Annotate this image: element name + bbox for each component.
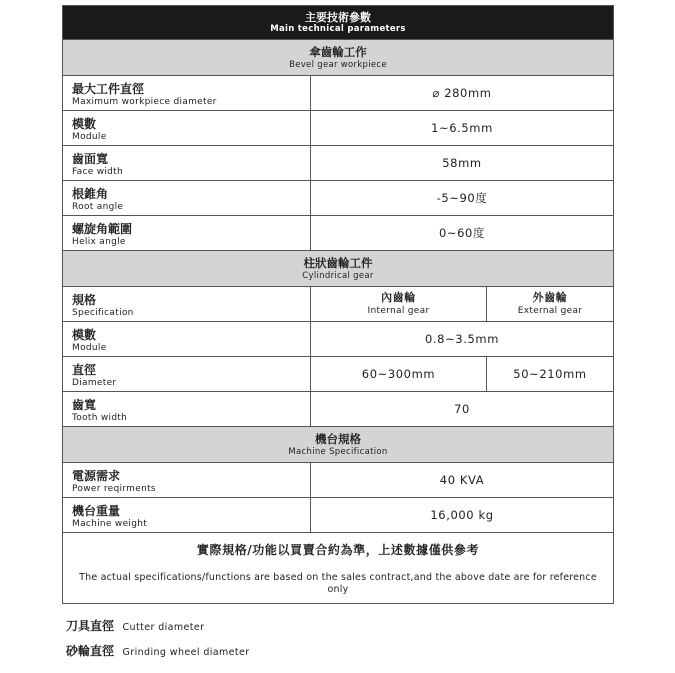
- internal-diameter-value: 60~300mm: [311, 357, 487, 391]
- table-row: [63, 146, 613, 181]
- disclaimer-note: [63, 533, 613, 603]
- table-row: [63, 287, 613, 322]
- label-zh: 直徑: [72, 362, 97, 377]
- legend-en: Cutter diameter: [122, 622, 205, 633]
- label-en: Root angle: [72, 201, 124, 212]
- row-value: 1~6.5mm: [431, 121, 493, 135]
- legend-zh: 刀具直徑: [66, 619, 115, 633]
- section-title-en: Cylindrical gear: [302, 270, 374, 281]
- label-zh: 模數: [72, 327, 97, 342]
- section-title-zh: 柱狀齒輪工件: [303, 255, 373, 270]
- table-row: [63, 357, 613, 392]
- table-row: [63, 392, 613, 427]
- table-row: [63, 322, 613, 357]
- legend-cutter-diameter: [66, 617, 204, 634]
- row-value: 16,000 kg: [430, 508, 494, 522]
- row-value: 58mm: [442, 156, 482, 170]
- section-bevel-gear: [63, 40, 613, 76]
- table-row: [63, 498, 613, 533]
- split-cells: [311, 357, 613, 391]
- label-en: Power reqirments: [72, 483, 156, 494]
- label-zh: 齒面寬: [72, 151, 109, 166]
- header-en: External gear: [517, 306, 583, 316]
- row-label: [63, 181, 311, 215]
- table-row: [63, 76, 613, 111]
- row-value: ⌀ 280mm: [432, 86, 492, 100]
- label-zh: 螺旋角範圍: [72, 221, 133, 236]
- label-zh: 最大工件直徑: [72, 81, 145, 96]
- section-cylindrical-gear: [63, 251, 613, 287]
- row-value: -5~90度: [436, 191, 488, 205]
- header-en: Internal gear: [367, 306, 430, 316]
- label-en: Helix angle: [72, 236, 126, 247]
- table-row: [63, 216, 613, 251]
- legend-zh: 砂輪直徑: [66, 644, 115, 658]
- label-en: Machine weight: [72, 518, 148, 529]
- section-title-zh: 機台規格: [315, 431, 361, 446]
- label-en: Module: [72, 131, 107, 142]
- row-label: [63, 111, 311, 145]
- table-title-zh: 主要技術參數: [305, 10, 371, 24]
- note-zh: 實際規格/功能以買賣合約為準，上述數據僅供參考: [196, 542, 480, 557]
- table-row: [63, 111, 613, 146]
- label-en: Face width: [72, 166, 124, 177]
- row-label: [63, 287, 311, 321]
- section-title-en: Machine Specification: [288, 446, 388, 457]
- row-label: [63, 146, 311, 180]
- row-label: [63, 322, 311, 356]
- row-value: 0~60度: [438, 226, 486, 240]
- row-label: [63, 463, 311, 497]
- section-machine-spec: [63, 427, 613, 463]
- external-diameter-value: 50~210mm: [513, 367, 587, 381]
- label-en: Tooth width: [72, 412, 128, 423]
- label-zh: 齒寬: [72, 397, 97, 412]
- section-title-zh: 傘齒輪工作: [309, 44, 367, 59]
- row-label: [63, 216, 311, 250]
- label-zh: 機台重量: [72, 503, 121, 518]
- note-en: The actual specifications/functions are based on the sales contract,and the above date are for reference only: [79, 571, 597, 595]
- label-en: Module: [72, 342, 107, 353]
- split-cells: [311, 287, 613, 321]
- label-en: Maximum workpiece diameter: [72, 96, 217, 107]
- label-en: Specification: [72, 307, 134, 318]
- spec-table: [62, 5, 614, 604]
- label-zh: 模數: [72, 116, 97, 131]
- table-row: [63, 463, 613, 498]
- row-label: [63, 498, 311, 532]
- label-zh: 電源需求: [72, 468, 121, 483]
- legend-grinding-wheel-diameter: [66, 642, 250, 659]
- label-zh: 規格: [72, 292, 97, 307]
- row-value: 70: [454, 402, 470, 416]
- label-zh: 根錐角: [72, 186, 109, 201]
- table-title-en: Main technical parameters: [270, 23, 406, 34]
- legend-en: Grinding wheel diameter: [122, 647, 250, 658]
- table-row: [63, 181, 613, 216]
- row-label: [63, 392, 311, 426]
- row-label: [63, 357, 311, 391]
- label-en: Diameter: [72, 377, 117, 388]
- external-gear-header: [487, 287, 613, 321]
- row-value: 40 KVA: [439, 473, 485, 487]
- table-header: [63, 6, 613, 40]
- row-label: [63, 76, 311, 110]
- internal-gear-header: [311, 287, 487, 321]
- section-title-en: Bevel gear workpiece: [289, 59, 387, 70]
- row-value: 0.8~3.5mm: [424, 332, 500, 346]
- header-zh: 外齒輪: [532, 291, 568, 304]
- header-zh: 內齒輪: [381, 291, 416, 304]
